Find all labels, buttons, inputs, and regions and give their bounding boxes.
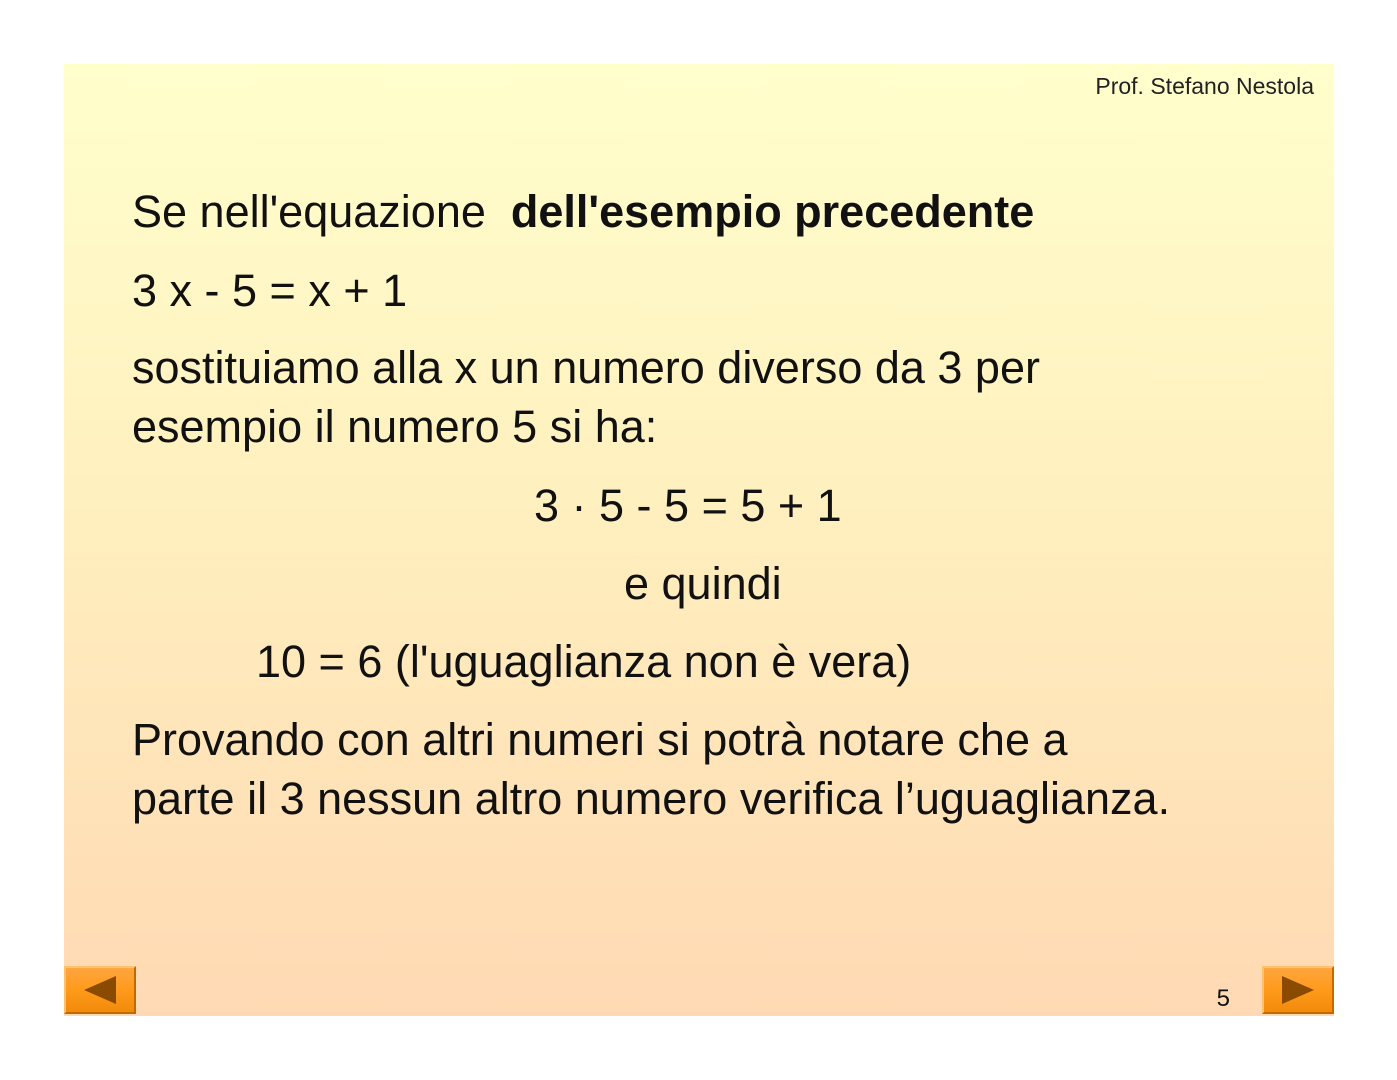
intro-text bbox=[132, 186, 1035, 237]
page-number: 5 bbox=[1216, 985, 1230, 1012]
intro-plain: Se nell'equazione bbox=[132, 186, 486, 237]
connector-text: e quindi bbox=[624, 558, 782, 609]
arrow-right-icon bbox=[1264, 968, 1332, 1012]
author-label: Prof. Stefano Nestola bbox=[1095, 73, 1314, 99]
arrow-left-icon bbox=[66, 968, 134, 1012]
intro-bold: dell'esempio precedente bbox=[510, 186, 1035, 237]
conclusion-line-1: Provando con altri numeri si potrà notare che a bbox=[132, 714, 1068, 765]
next-slide-button[interactable] bbox=[1262, 966, 1334, 1014]
substitution-line-1: sostituiamo alla x un numero diverso da 3 per bbox=[132, 342, 1040, 393]
substituted-equation: 3 · 5 - 5 = 5 + 1 bbox=[534, 480, 842, 531]
equation: 3 x - 5 = x + 1 bbox=[132, 265, 408, 316]
conclusion-line-2: parte il 3 nessun altro numero verifica l’uguaglianza. bbox=[132, 773, 1171, 824]
result-text: 10 = 6 (l'uguaglianza non è vera) bbox=[256, 636, 912, 687]
prev-slide-button[interactable] bbox=[64, 966, 136, 1014]
slide bbox=[64, 64, 1334, 1016]
substitution-line-2: esempio il numero 5 si ha: bbox=[132, 401, 658, 452]
